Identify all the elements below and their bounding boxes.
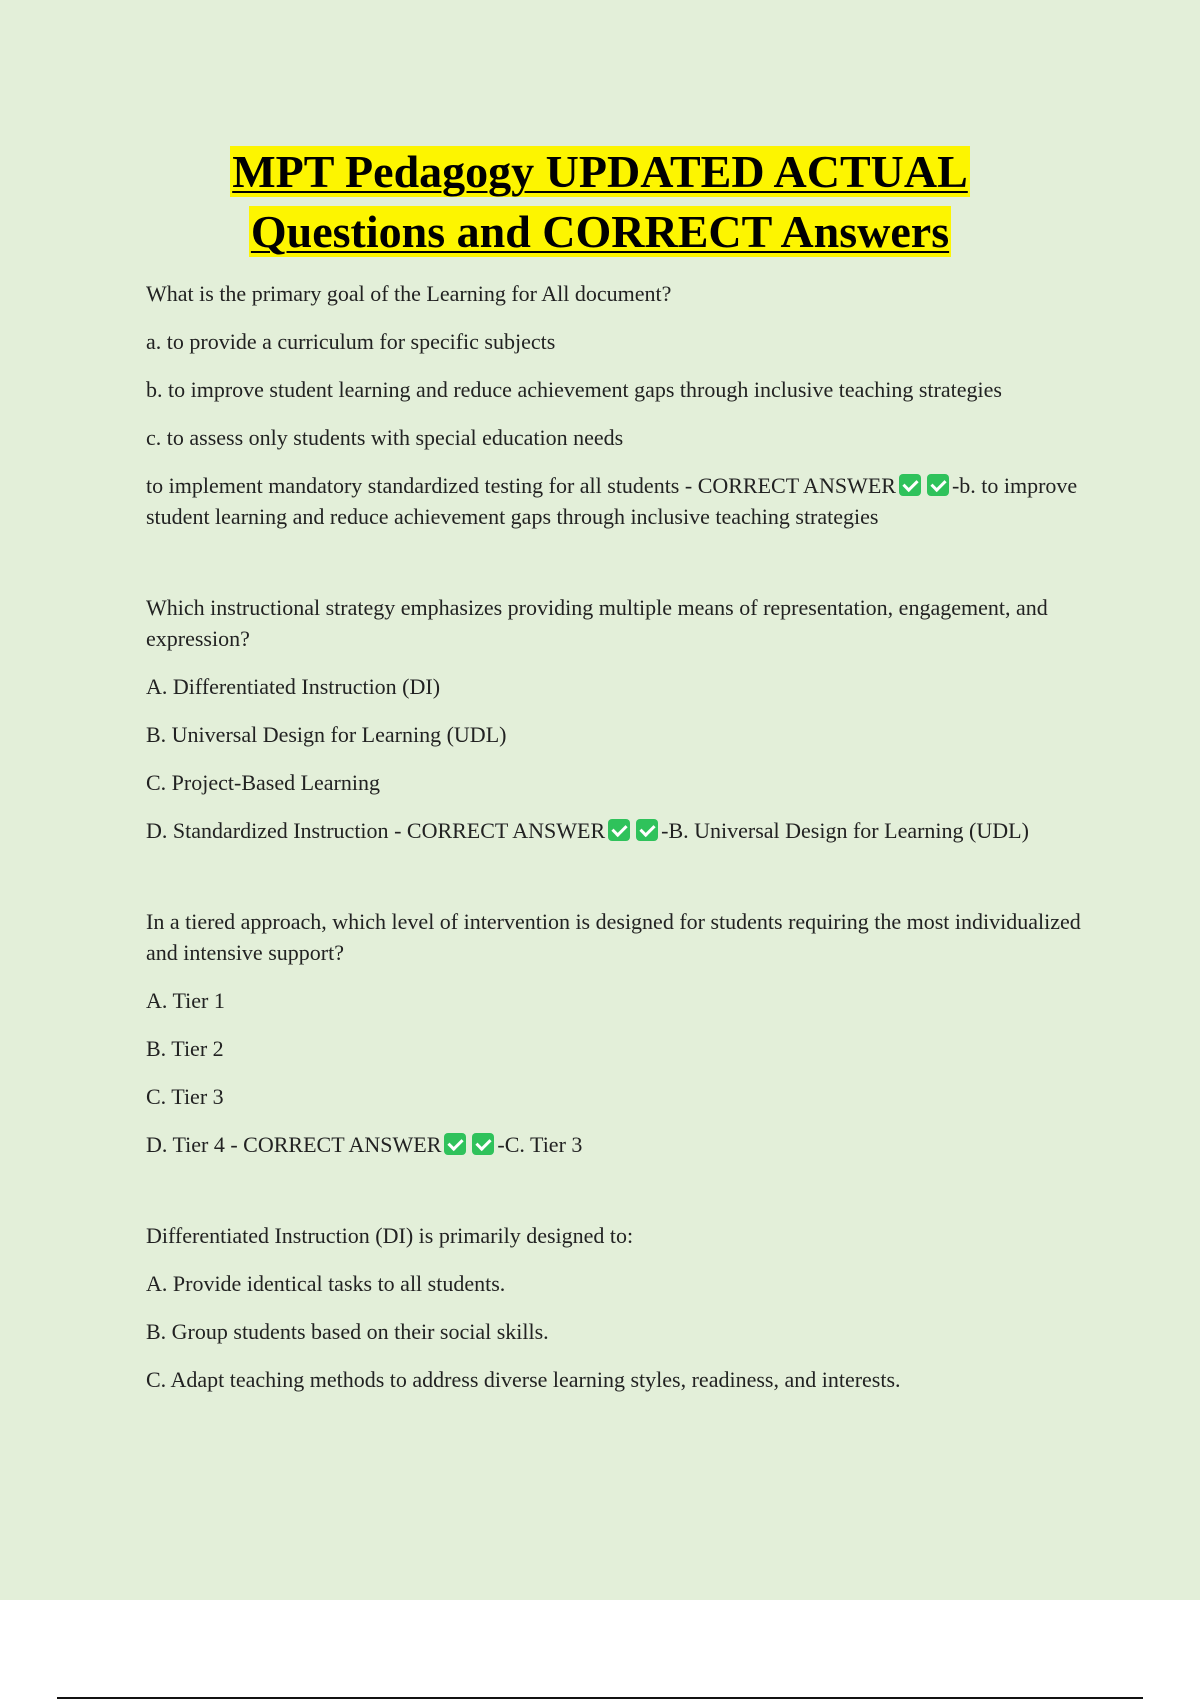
correct-answer-marker: - CORRECT ANSWER	[388, 818, 606, 843]
last-option: to implement mandatory standardized testing for all students	[146, 473, 680, 498]
last-option: D. Tier 4	[146, 1132, 225, 1157]
footer-divider	[57, 1697, 1143, 1699]
check-mark-icon	[608, 819, 630, 841]
answer-line	[146, 1129, 1096, 1160]
correct-answer-text: -C. Tier 3	[497, 1132, 583, 1157]
answer-line	[146, 470, 1096, 532]
correct-answer-text: -b. to improve student learning and reduce achievement gaps through inclusive teaching strategies	[146, 473, 1078, 529]
question-block-1	[146, 278, 1096, 532]
correct-answer-marker: - CORRECT ANSWER	[679, 473, 896, 498]
question-block-2	[146, 592, 1096, 846]
answer-option: C. Adapt teaching methods to address diverse learning styles, readiness, and interests.	[146, 1367, 901, 1392]
correct-answer-marker: - CORRECT ANSWER	[224, 1132, 442, 1157]
check-mark-icon	[927, 474, 949, 496]
answer-line	[146, 815, 1096, 846]
correct-answer-text: -B. Universal Design for Learning (UDL)	[661, 818, 1029, 843]
title-line-2: Questions and CORRECT Answers	[250, 206, 950, 257]
document-body	[146, 278, 1096, 1455]
answer-option: B. Group students based on their social skills.	[146, 1319, 549, 1344]
last-option: D. Standardized Instruction	[146, 818, 389, 843]
check-mark-icon	[636, 819, 658, 841]
answer-option: A. Provide identical tasks to all students.	[146, 1271, 506, 1296]
answer-option: B. Tier 2	[146, 1036, 224, 1061]
question-text: Differentiated Instruction (DI) is primarily designed to:	[146, 1223, 634, 1248]
answer-option: B. Universal Design for Learning (UDL)	[146, 722, 507, 747]
answer-option: a. to provide a curriculum for specific subjects	[146, 329, 556, 354]
title-line-1: MPT Pedagogy UPDATED ACTUAL	[232, 146, 968, 197]
question-text: Which instructional strategy emphasizes providing multiple means of representation, engagement, and expression?	[146, 595, 1048, 651]
answer-option: A. Tier 1	[146, 988, 225, 1013]
document-title	[0, 142, 1200, 262]
answer-option: C. Project-Based Learning	[146, 770, 380, 795]
answer-option: c. to assess only students with special education needs	[146, 425, 624, 450]
question-text: In a tiered approach, which level of intervention is designed for students requiring the most individualized and intensive support?	[146, 909, 1081, 965]
check-mark-icon	[472, 1133, 494, 1155]
question-block-4	[146, 1220, 1096, 1395]
answer-option: C. Tier 3	[146, 1084, 224, 1109]
question-text: What is the primary goal of the Learning for All document?	[146, 281, 672, 306]
answer-option: b. to improve student learning and reduce achievement gaps through inclusive teaching strategies	[146, 377, 1002, 402]
question-block-3	[146, 906, 1096, 1160]
answer-option: A. Differentiated Instruction (DI)	[146, 674, 441, 699]
check-mark-icon	[444, 1133, 466, 1155]
check-mark-icon	[899, 474, 921, 496]
